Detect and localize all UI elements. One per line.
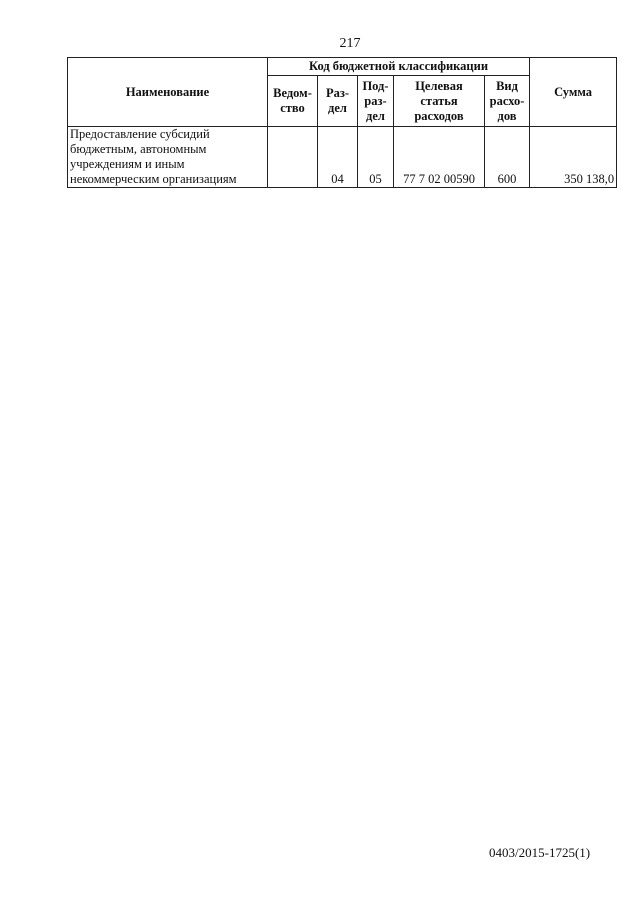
row-target-item: 77 7 02 00590 (394, 127, 485, 188)
header-section-text: Раз- дел (325, 86, 350, 115)
row-amount: 350 138,0 (530, 127, 617, 188)
header-target-item (394, 76, 485, 127)
document-code: 0403/2015-1725(1) (489, 845, 591, 860)
header-department (268, 76, 318, 127)
header-amount: Сумма (530, 58, 617, 127)
header-classification-group: Код бюджетной классификации (268, 58, 530, 76)
header-department-text: Ведом- ство (273, 86, 312, 115)
header-section (318, 76, 358, 127)
row-section: 04 (318, 127, 358, 188)
table-row (68, 127, 617, 188)
row-expense-type: 600 (485, 127, 530, 188)
header-expense-type (485, 76, 530, 127)
header-target-item-text: Целевая статья расходов (414, 78, 464, 123)
header-subsection-text: Под- раз- дел (362, 78, 389, 123)
budget-classification-table (67, 57, 617, 188)
header-expense-type-text: Вид расхо- дов (489, 78, 525, 123)
header-row-top (68, 58, 617, 76)
row-name: Предоставление субсидий бюджетным, автономным учреждениям и иным некоммерческим организациям (68, 127, 268, 188)
page-number: 217 (339, 36, 361, 51)
header-name: Наименование (68, 58, 268, 127)
header-subsection (358, 76, 394, 127)
row-department (268, 127, 318, 188)
row-subsection: 05 (358, 127, 394, 188)
